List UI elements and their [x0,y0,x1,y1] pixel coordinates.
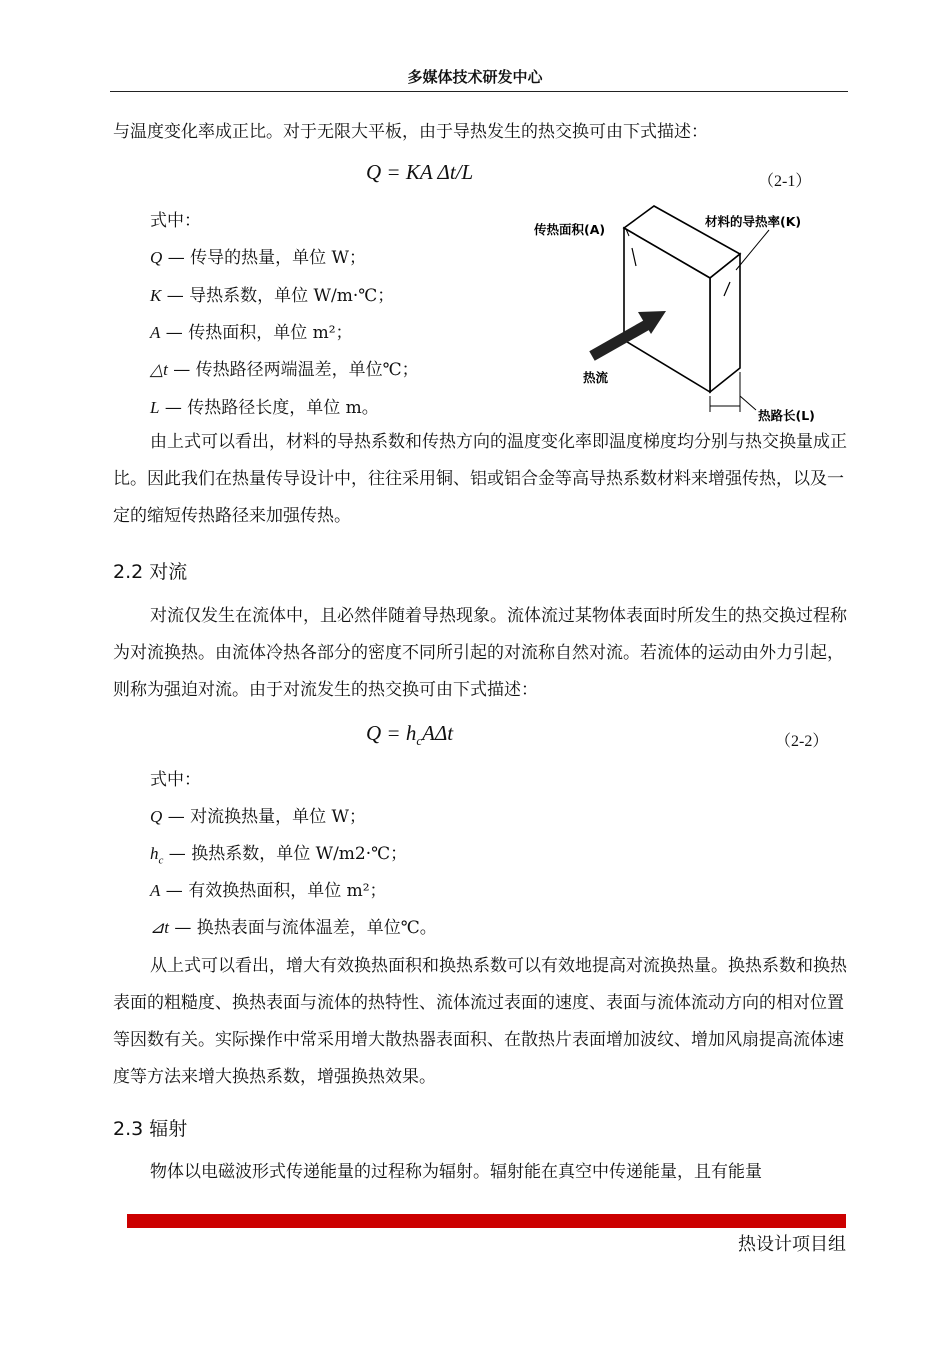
definition-symbol: ⊿t [150,918,169,937]
definition-text: — 换热系数，单位 W/m2·℃； [168,844,408,864]
equation-2-1-text: Q = KA Δt/L [366,160,474,184]
section-title-convection: 2.2 对流 [113,561,188,583]
slab-side-face [710,254,740,392]
header-divider [110,91,848,92]
definition-text: — 换热表面与流体温差，单位℃。 [174,918,437,938]
paragraph-convection-summary: 从上式可以看出，增大有效换热面积和换热系数可以有效地提高对流换热量。换热系数和换热表面的粗糙度、换热表面与流体的热特性、流体流过表面的速度、表面与流体流动方向的相对位置等因数有关。实际操作中常采用增大散热器表面积、在散热片表面增加波纹、增加风扇提高流体速度等方法来增大换热系数，增强换热效果。 [113,956,847,1087]
where-label-1: 式中： [150,211,201,231]
paragraph-radiation: 物体以电磁波形式传递能量的过程称为辐射。辐射能在真空中传递能量，且有能量 [150,1162,762,1182]
conductivity-label: 材料的导热率(K) [705,214,802,229]
footer-text: 热设计项目组 [738,1234,846,1255]
definition-item [150,839,885,869]
equation-2-2: $Q = h_cA\Delta t$ [366,721,454,749]
heat-conduction-diagram [524,200,844,432]
definition-symbol: △t [150,360,168,379]
definition-item [150,802,885,832]
intro-text: 与温度变化率成正比。对于无限大平板，由于导热发生的热交换可由下式描述： [113,122,708,142]
definition-symbol: A [150,881,161,900]
paragraph-conduction-summary: 由上式可以看出，材料的导热系数和传热方向的温度变化率即温度梯度均分别与热交换量成正比。因此我们在热量传导设计中，往往采用铜、铝或铝合金等高导热系数材料来增强传热，以及一定的缩短传热路径来加强传热。 [113,432,847,526]
footer-red-bar [127,1214,846,1228]
flow-label: 热流 [583,370,609,385]
equation-2-1 [366,160,473,185]
definition-text: — 传热路径两端温差，单位℃； [173,360,419,380]
definition-symbol: Q [150,807,163,826]
definition-text: — 对流换热量，单位 W； [167,807,366,827]
definition-item [150,913,885,943]
definition-symbol: K [150,286,162,305]
paragraph-convection: 对流仅发生在流体中，且必然伴随着导热现象。流体流过某物体表面时所发生的热交换过程称为对流换热。由流体冷热各部分的密度不同所引起的对流称自然对流。若流体的运动由外力引起，则称为强迫对流。由于对流发生的热交换可由下式描述： [113,606,847,700]
definition-text: — 传导的热量，单位 W； [167,248,366,268]
header-title: 多媒体技术研发中心 [407,68,543,86]
definition-text: — 有效换热面积，单位 m²； [165,881,387,901]
definition-symbol: Q [150,248,163,267]
equation-2-2-number: （2-2） [775,733,829,750]
equation-2-1-number: （2-1） [758,173,812,190]
definition-item [150,876,885,906]
section-title-radiation: 2.3 辐射 [113,1118,188,1140]
where-label-2: 式中： [150,770,201,790]
definition-symbol: A [150,323,161,342]
definition-text: — 传热路径长度，单位 m。 [164,398,379,418]
definition-text: — 传热面积，单位 m²； [165,323,353,343]
area-label: 传热面积(A) [534,222,606,237]
definition-text: — 导热系数，单位 W/m·℃； [166,286,395,306]
definition-symbol: L [150,398,160,417]
length-label: 热路长(L) [758,408,815,423]
definition-symbol: $h_c$ [150,844,164,867]
